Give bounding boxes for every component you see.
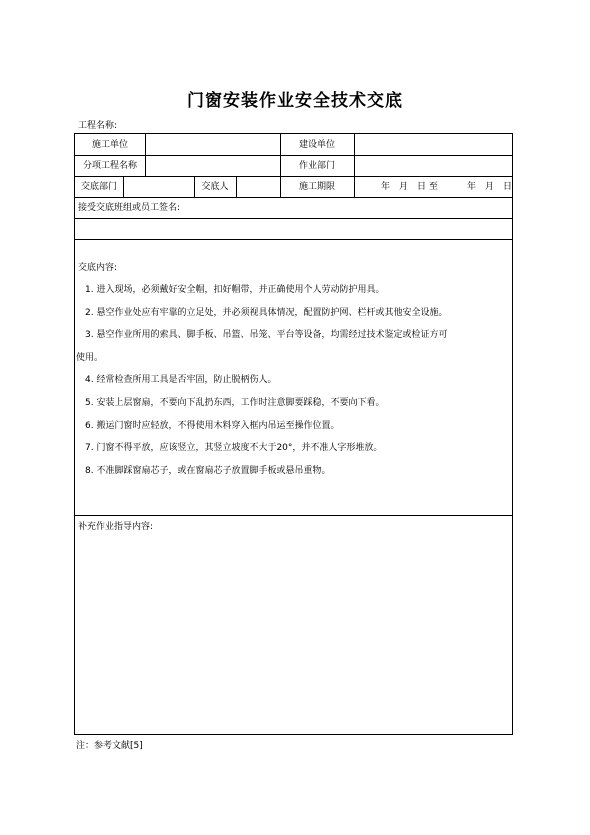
list-item: 4. 经常检查所用工具是否牢固，防止脱柄伤人。 [85,375,277,386]
period-from[interactable]: 年 月 日 至 [381,182,438,192]
page-title: 门窗安装作业安全技术交底 [187,91,403,111]
list-item: 1. 进入现场，必须戴好安全帽，扣好帽带，并正确使用个人劳动防护用具。 [85,285,385,295]
content-label: 交底内容: [78,263,118,273]
list-item: 使用。 [76,352,104,363]
row-divider-6 [75,515,512,516]
handover-dept-label: 交底部门 [80,182,117,192]
col-divider [236,176,237,197]
builder-unit-label: 建设单位 [298,140,335,150]
list-item: 7. 门窗不得平放，应该竖立，其竖立坡度不大于20°，并不准人字形堆放。 [85,443,383,454]
col-divider [145,134,146,176]
sub-project-label: 分项工程名称 [82,161,137,171]
signature-label: 接受交底班组或员工签名: [78,203,181,213]
period-to[interactable]: 年 月 日 [467,182,513,192]
work-dept-label: 作业部门 [298,161,335,171]
row-divider-5 [75,239,512,240]
list-item: 2. 悬空作业处应有牢靠的立足处，并必须视具体情况，配置防护网、栏杆或其他安全设施。 [85,307,448,318]
construction-period-label: 施工期限 [298,182,335,192]
list-item: 5. 安装上层窗扇，不要向下乱扔东西，工作时注意脚要踩稳，不要向下看。 [85,397,385,408]
list-item: 6. 搬运门窗时应轻放，不得使用木料穿入框内吊运至操作位置。 [85,420,340,431]
handover-form [74,133,513,735]
footnote: 注：参考文献[5] [76,741,143,751]
construction-unit-label: 施工单位 [91,140,128,150]
handover-person-label: 交底人 [201,182,229,192]
safety-items-list [75,279,512,482]
list-item: 3. 悬空作业所用的索具、脚手板、吊篮、吊笼、平台等设备，均需经过技术鉴定或检证方可 [85,330,448,341]
list-item: 8. 不准脚踩窗扇芯子，或在窗扇芯子放置脚手板或悬吊重物。 [85,465,331,476]
supplement-label: 补充作业指导内容: [78,522,154,532]
col-divider [123,176,124,197]
project-name-label: 工程名称: [78,121,118,131]
signature-field[interactable] [78,219,508,239]
col-divider [354,134,355,197]
